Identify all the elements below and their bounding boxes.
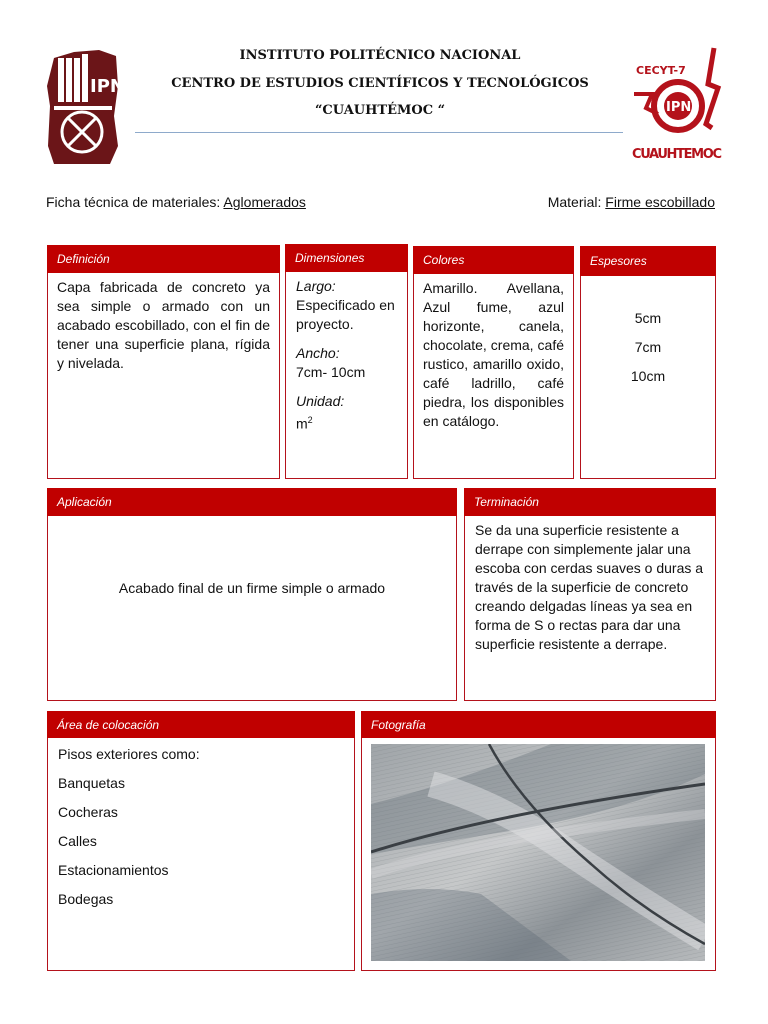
ipn-logo-left bbox=[44, 46, 122, 166]
dimensiones-header: Dimensiones bbox=[285, 244, 408, 272]
espesor-value: 5cm bbox=[634, 310, 662, 326]
header-divider bbox=[135, 132, 623, 133]
unidad-base: m bbox=[296, 415, 308, 432]
largo-value: Especificado en proyecto. bbox=[296, 297, 395, 332]
unidad-label: Unidad: bbox=[296, 393, 345, 409]
colores-text: Amarillo. Avellana, Azul fume, azul horizonte, canela, chocolate, crema, café rustico, amarillo oxido, café ladrillo, café piedra, los disponibles en catálogo. bbox=[423, 280, 564, 429]
unidad-exponent: 2 bbox=[307, 415, 313, 425]
aplicacion-text: Acabado final de un firme simple o armado bbox=[118, 580, 386, 596]
colores-header: Colores bbox=[413, 246, 574, 274]
espesores-list bbox=[581, 309, 715, 386]
list-item: Calles bbox=[58, 833, 97, 849]
aplicacion-header: Aplicación bbox=[47, 488, 457, 516]
ancho-value: 7cm- 10cm bbox=[296, 364, 366, 380]
logo-right-sub: CECYT-7 bbox=[636, 64, 686, 77]
colores-box bbox=[413, 246, 574, 479]
definicion-text: Capa fabricada de concreto ya sea simple o armado con un acabado escobillado, con el fin de tener una superficie plana, rígida y nivelada. bbox=[57, 279, 270, 371]
area-intro: Pisos exteriores como: bbox=[58, 746, 200, 762]
espesores-header: Espesores bbox=[580, 246, 716, 276]
dimensiones-content bbox=[296, 277, 401, 434]
list-item: Cocheras bbox=[58, 804, 118, 820]
espesor-value: 10cm bbox=[630, 368, 666, 384]
area-box bbox=[47, 711, 355, 971]
logo-right-name: CUAUHTEMOC bbox=[632, 147, 722, 162]
definicion-box bbox=[47, 245, 280, 479]
aplicacion-box bbox=[47, 488, 457, 701]
campus-name: “CUAUHTÉMOC “ bbox=[314, 103, 446, 118]
institution-name: INSTITUTO POLITÉCNICO NACIONAL bbox=[239, 48, 521, 63]
terminacion-header: Terminación bbox=[464, 488, 716, 516]
ficha-tecnica-line bbox=[46, 194, 306, 210]
area-header: Área de colocación bbox=[47, 711, 355, 738]
terminacion-box bbox=[464, 488, 716, 701]
material-line bbox=[548, 194, 715, 210]
espesor-value: 7cm bbox=[634, 339, 662, 355]
espesores-box bbox=[580, 246, 716, 479]
largo-label: Largo: bbox=[296, 278, 336, 294]
dimensiones-box bbox=[285, 244, 408, 479]
definicion-header: Definición bbox=[47, 245, 280, 273]
material-label: Material: bbox=[547, 194, 606, 210]
unidad-value bbox=[296, 411, 401, 434]
ficha-value: Aglomerados bbox=[223, 194, 306, 210]
material-value: Firme escobillado bbox=[605, 194, 715, 210]
list-item: Bodegas bbox=[58, 891, 114, 907]
list-item: Estacionamientos bbox=[58, 862, 169, 878]
logo-left-text: IPN bbox=[90, 76, 122, 97]
ancho-label: Ancho: bbox=[296, 345, 340, 361]
list-item: Banquetas bbox=[58, 775, 125, 791]
ficha-label: Ficha técnica de materiales: bbox=[46, 194, 224, 210]
center-name: CENTRO DE ESTUDIOS CIENTÍFICOS Y TECNOLÓGICOS bbox=[171, 76, 589, 91]
fotografia-header: Fotografía bbox=[361, 711, 716, 738]
terminacion-text: Se da una superficie resistente a derrape con simplemente jalar una escoba con cerdas suaves o duras a través de la superficie de concreto creando delgadas líneas ya sea en forma de S o rectas para dar una superficie resistente a derrape. bbox=[475, 522, 704, 652]
cecyt-logo-right bbox=[628, 44, 724, 162]
concrete-photo bbox=[371, 744, 705, 961]
area-list bbox=[58, 745, 346, 919]
logo-right-text: IPN bbox=[666, 100, 692, 115]
